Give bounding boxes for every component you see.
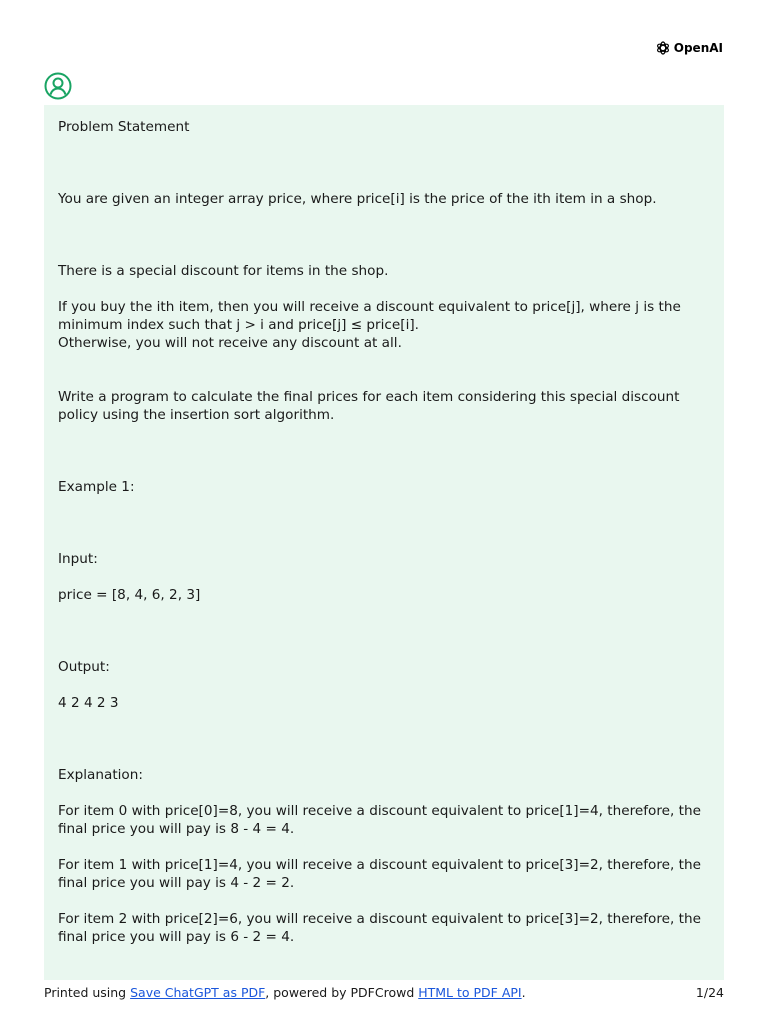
html-to-pdf-link[interactable]: HTML to PDF API xyxy=(418,985,522,1000)
paragraph-no-discount: Otherwise, you will not receive any discount at all. xyxy=(58,335,402,351)
explanation-item-2: For item 2 with price[2]=6, you will receive a discount equivalent to price[3]=2, therefore, the final price you will pay is 6 - 2 = 4. xyxy=(58,911,706,945)
paragraph-array-description: You are given an integer array price, where price[i] is the price of the ith item in a shop. xyxy=(58,191,657,207)
message-title: Problem Statement xyxy=(58,119,190,135)
openai-logo xyxy=(655,40,723,56)
brand-name: OpenAI xyxy=(673,41,723,55)
paragraph-discount-intro: There is a special discount for items in the shop. xyxy=(58,263,389,279)
explanation-item-0: For item 0 with price[0]=8, you will receive a discount equivalent to price[1]=4, therefore, the final price you will pay is 8 - 4 = 4. xyxy=(58,803,706,837)
output-label: Output: xyxy=(58,659,110,675)
footer-credit xyxy=(44,985,526,1001)
footer-middle: , powered by PDFCrowd xyxy=(265,985,419,1000)
example-heading: Example 1: xyxy=(58,479,135,495)
paragraph-discount-rule: If you buy the ith item, then you will receive a discount equivalent to price[j], where j is the minimum index such that j > i and price[j] ≤ price[i]. xyxy=(58,299,686,333)
input-label: Input: xyxy=(58,551,98,567)
page-number: 1/24 xyxy=(695,985,724,1000)
footer-suffix: . xyxy=(521,985,526,1000)
input-value: price = [8, 4, 6, 2, 3] xyxy=(58,587,201,603)
explanation-label: Explanation: xyxy=(58,767,143,783)
page-footer xyxy=(44,985,724,1001)
explanation-item-1: For item 1 with price[1]=4, you will receive a discount equivalent to price[3]=2, therefore, the final price you will pay is 4 - 2 = 2. xyxy=(58,857,706,891)
user-avatar-icon xyxy=(44,72,72,100)
save-chatgpt-link[interactable]: Save ChatGPT as PDF xyxy=(130,985,266,1000)
output-value: 4 2 4 2 3 xyxy=(58,695,119,711)
footer-prefix: Printed using xyxy=(44,985,131,1000)
message-body xyxy=(44,105,724,980)
paragraph-task: Write a program to calculate the final prices for each item considering this special discount policy using the insertion sort algorithm. xyxy=(58,389,684,423)
openai-icon xyxy=(655,40,671,56)
